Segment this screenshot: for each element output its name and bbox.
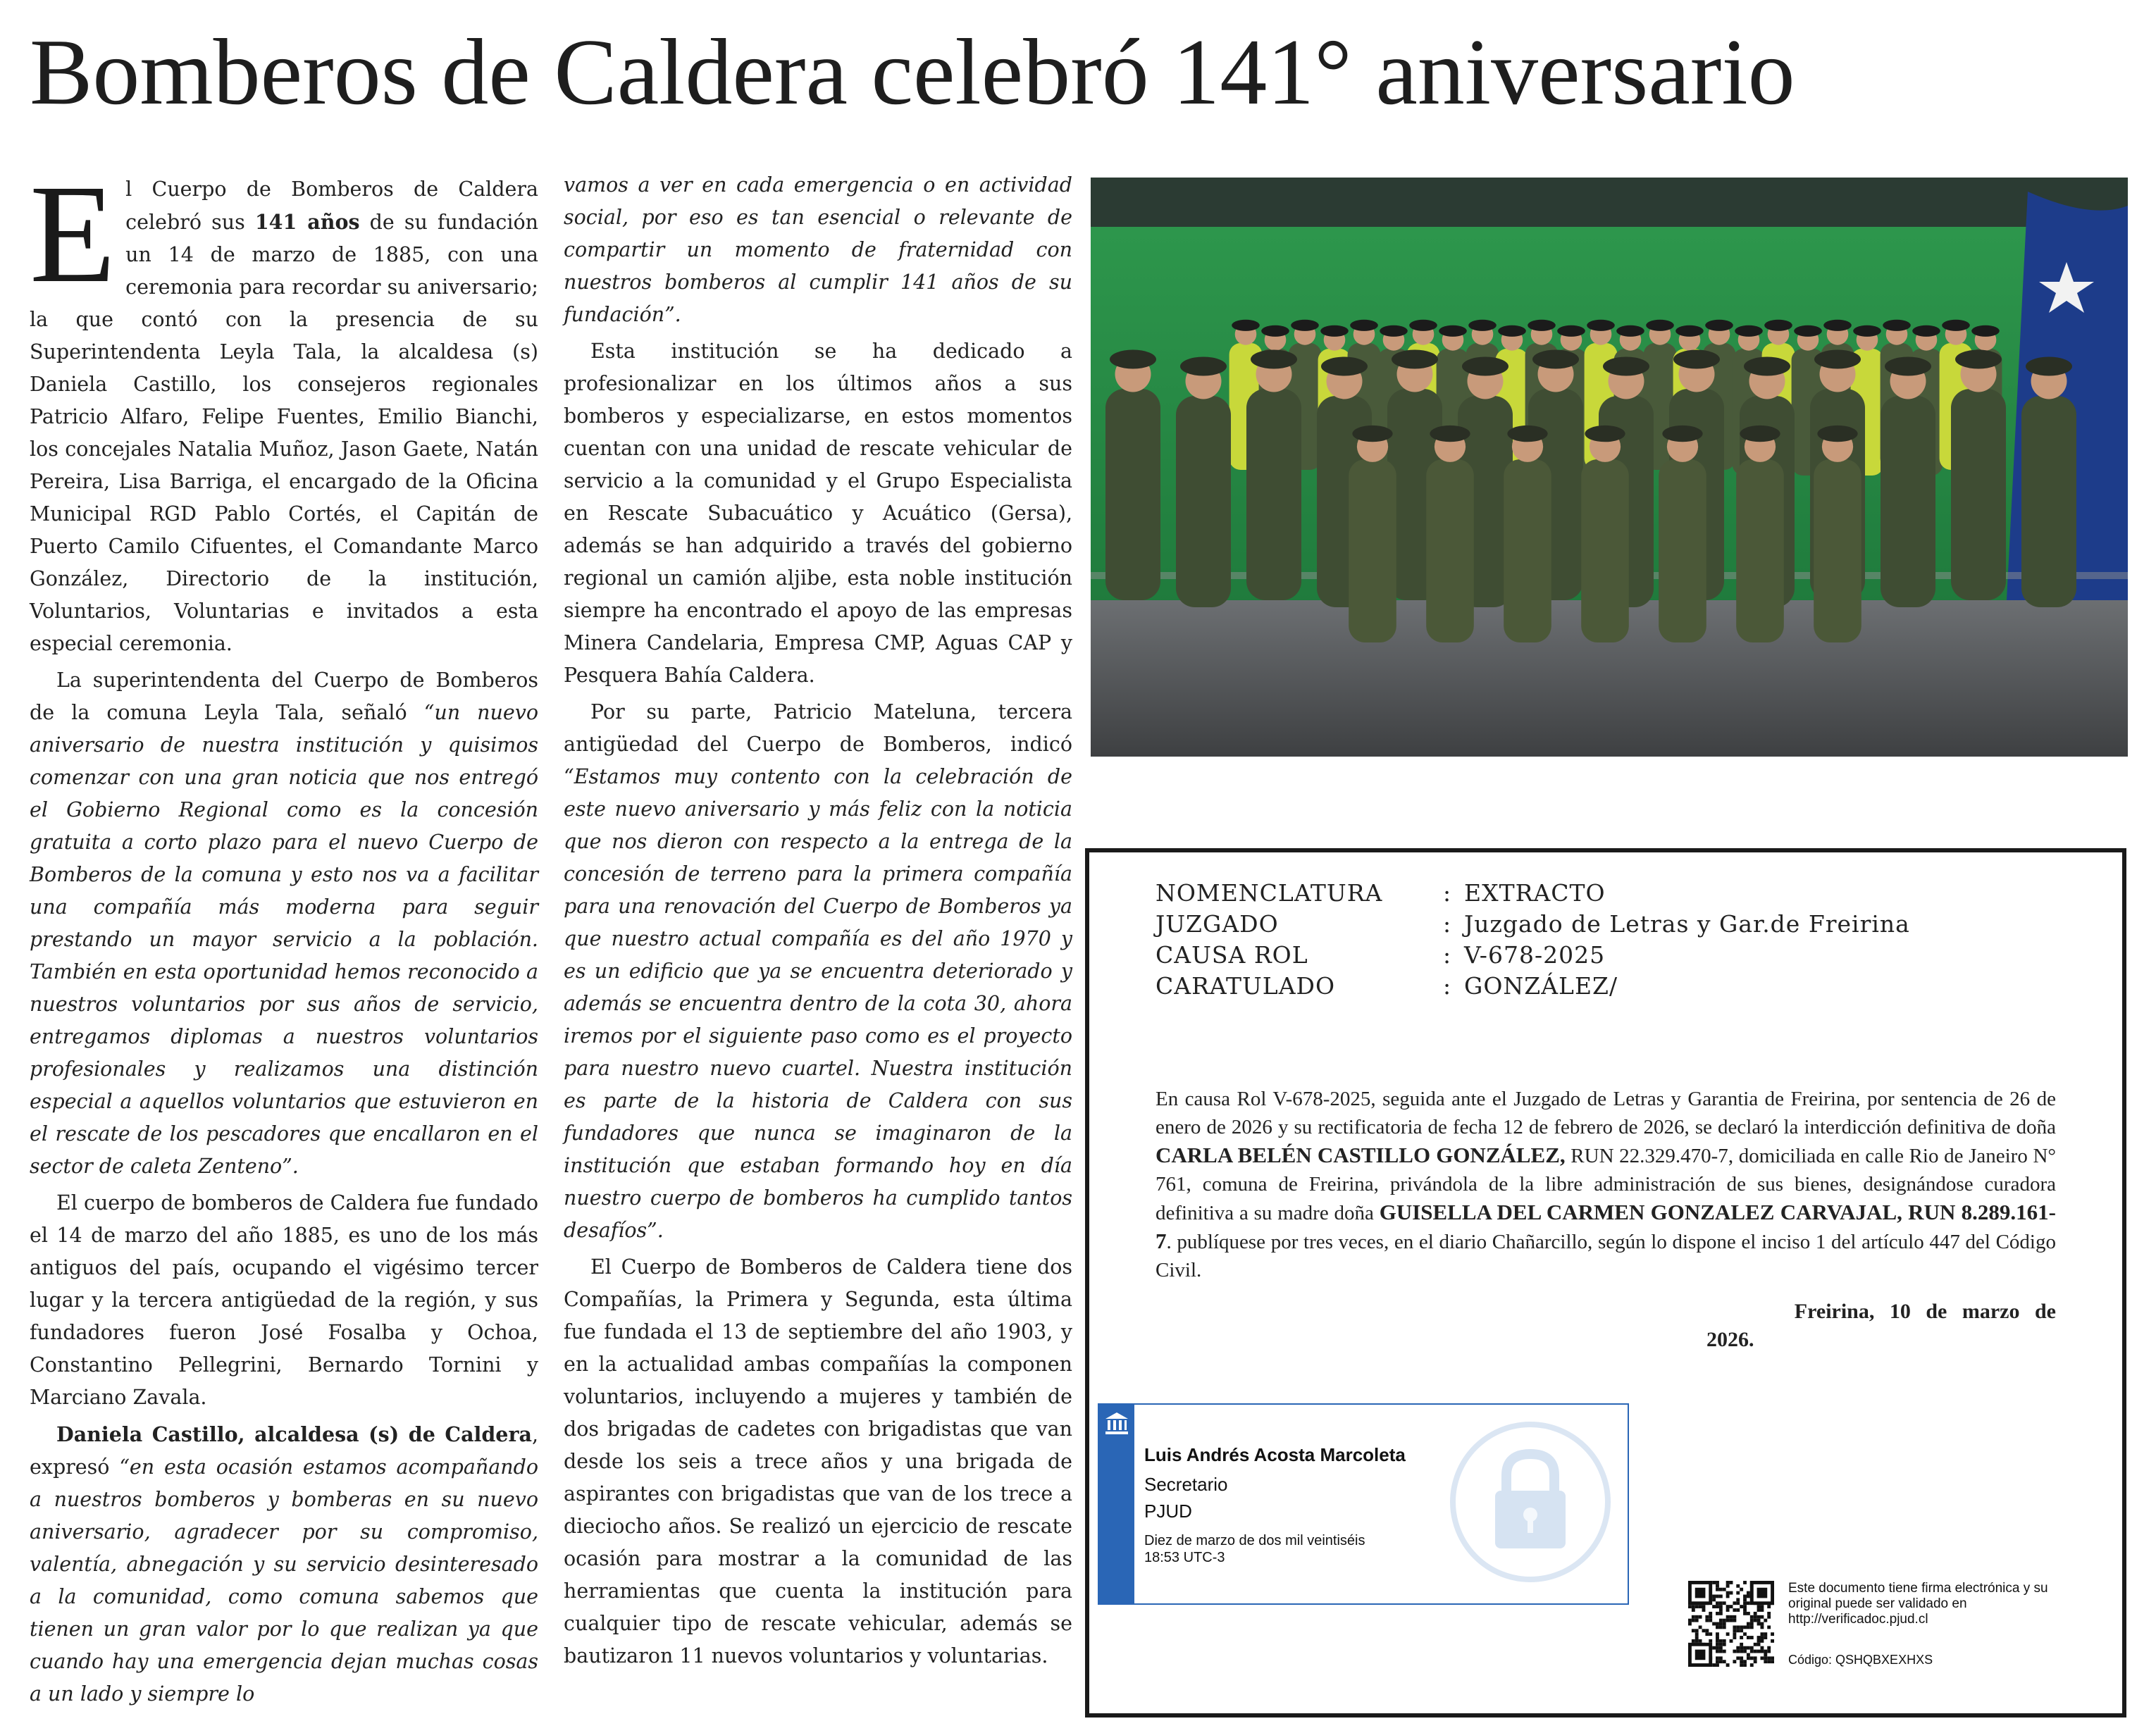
- group-photo: [1091, 178, 2128, 757]
- legal-notice: [1085, 848, 2126, 1718]
- article-column-2: [564, 169, 1072, 1677]
- qr-code-icon: [1688, 1581, 1774, 1667]
- verification-code: Código: QSHQBXEXHXS: [1788, 1653, 1933, 1667]
- article-paragraph: Daniela Castillo, alcaldesa (s) de Caldera, expresó “en esta ocasión estamos acompañando a nuestros bomberos y bomberas en su nuevo aniversario, agradecer por su compromiso, valentía, abnegación y su servicio desinteresado a la comunidad, como comuna sabemos que tienen un gran valor por lo que realizan ya que cuando hay una emergencia dejan muchas cosas a un lado y siempre lo: [30, 1422, 538, 1706]
- meta-row: CARATULADO : GONZÁLEZ/: [1156, 972, 1618, 1000]
- article-column-1: [30, 156, 539, 1715]
- signature-date: Diez de marzo de dos mil veintiséis: [1144, 1533, 1365, 1548]
- article-paragraph: El Cuerpo de Bomberos de Caldera tiene dos Compañías, la Primera y Segunda, esta última fue fundada el 13 de septiembre del año 1903, y en la actualidad ambas compañías la componen voluntarios, incluyendo a mujeres y también de dos brigadas de cadetes con brigadistas que van desde los seis a trece años y una brigada de aspirantes con brigadistas que van de los trece a dieciocho años. Se realizó un ejercicio de rescate ocasión para mostrar a la comunidad de las herramientas que cuenta la institución para cualquier tipo de rescate vehicular, además se bautizaron 11 nuevos voluntarios y voluntarias.: [564, 1255, 1072, 1667]
- signer-name: Luis Andrés Acosta Marcoleta: [1144, 1444, 1406, 1465]
- drop-cap: E: [30, 156, 116, 312]
- verification-text: Este documento tiene firma electrónica y su original puede ser validado en http://verificadoc.pjud.cl: [1788, 1581, 2048, 1627]
- place-date: Freirina, 10 de marzo de 2026.: [1706, 1300, 2056, 1351]
- meta-row: CAUSA ROL : V-678-2025: [1156, 941, 1606, 969]
- article-paragraph: El Cuerpo de Bomberos de Caldera celebró sus 141 años de su fundación un 14 de marzo de 1885, con una ceremonia para recordar su aniversario; la que contó con la presencia de su Superintendenta Leyla Tala, la alcaldesa (s) Daniela Castillo, los consejeros regionales Patricio Alfaro, Felipe Fuentes, Emilio Bianchi, los concejales Natalia Muñoz, Jason Gaete, Natán Pereira, Lisa Barriga, el encargado de la Oficina Municipal RGD Pablo Cortés, el Capitán de Puerto Camilo Cifuentes, el Comandante Marco González, Directorio de la institución, Voluntarios, Voluntarias e invitados a esta especial ceremonia.: [30, 156, 539, 655]
- article-paragraph: La superintendenta del Cuerpo de Bomberos de la comuna Leyla Tala, señaló “un nuevo aniversario de nuestra institución y quisimos comenzar con una gran noticia que nos entregó el Gobierno Regional como es la concesión gratuita a corto plazo para el nuevo Cuerpo de Bomberos de la comuna y esto nos va a facilitar una compañía más moderna para seguir prestando un mayor servicio a la población. También en esta oportunidad hemos reconocido a nuestros voluntarios por sus años de servicio, entregamos diplomas a nuestros voluntarios profesionales y realizamos una distinción especial a aquellos voluntarios que estuvieron en el rescate de los pescadores que encallaron en el sector de caleta Zenteno”.: [30, 669, 538, 1178]
- article-paragraph: El cuerpo de bomberos de Caldera fue fundado el 14 de marzo del año 1885, es uno de los más antiguos del país, ocupando el vigésimo tercer lugar y la tercera antigüedad de la región, y sus fundadores fueron José Fosalba y Ochoa, Constantino Pellegrini, Bernardo Tornini y Marciano Zavala.: [30, 1191, 539, 1409]
- article-paragraph: Esta institución se ha dedicado a profesionalizar en los últimos años a sus bomberos y especializarse, en estos momentos cuentan con una unidad de rescate vehicular de servicio a la comunidad y el Grupo Especialista en Rescate Subacuático y Acuático (Gersa), además se han adquirido a través del gobierno regional un camión aljibe, esta noble institución siempre ha encontrado el apoyo de las empresas Minera Candelaria, Empresa CMP, Aguas CAP y Pesquera Bahía Caldera.: [564, 340, 1072, 687]
- notice-body: En causa Rol V-678-2025, seguida ante el Juzgado de Letras y Garantia de Freirina, por sentencia de 26 de enero de 2026 y su rectificatoria de fecha 12 de febrero de 2026, se declaró la interdicción definitiva de doña CARLA BELÉN CASTILLO GONZÁLEZ, RUN 22.329.470-7, domiciliada en calle Rio de Janeiro N° 761, comuna de Freirina, privándola de la libre administración de sus bienes, designándose curadora definitiva a su madre doña GUISELLA DEL CARMEN GONZALEZ CARVAJAL, RUN 8.289.161-7. publíquese por tres veces, en el diario Chañarcillo, según lo dispone el inciso 1 del artículo 447 del Código Civil.: [1156, 1088, 2056, 1281]
- headline: Bomberos de Caldera celebró 141° aniversario: [30, 20, 1795, 124]
- electronic-signature: [1098, 1403, 1629, 1605]
- signature-time: 18:53 UTC-3: [1144, 1550, 1225, 1565]
- article-paragraph: vamos a ver en cada emergencia o en actividad social, por eso es tan esencial o relevante de compartir un momento de fraternidad con nuestros bomberos al cumplir 141 años de su fundación”.: [564, 173, 1072, 326]
- institution-icon: [1103, 1410, 1130, 1437]
- meta-row: JUZGADO : Juzgado de Letras y Gar.de Freirina: [1156, 910, 1910, 938]
- signer-org: PJUD: [1144, 1501, 1192, 1522]
- article-paragraph: Por su parte, Patricio Mateluna, tercera antigüedad del Cuerpo de Bomberos, indicó “Estamos muy contento con la celebración de este nuevo aniversario y más feliz con la noticia que nos dieron con respecto a la entrega de la concesión de terreno para la primera compañía para una renovación del Cuerpo de Bomberos ya que nuestro actual compañía es del año 1970 y es un edificio que ya se encuentra deteriorado y además se encuentra dentro de la cota 30, ahora iremos por el siguiente paso como es el proyecto para nuestro nuevo cuartel. Nuestra institución es parte de la historia de Caldera con sus fundadores que nunca se imaginaron de la institución que estaban formando hoy en día nuestro cuerpo de bomberos ha cumplido tantos desafíos”.: [564, 700, 1072, 1242]
- signer-role: Secretario: [1144, 1474, 1228, 1495]
- notice-meta: [1156, 878, 1910, 1002]
- lock-icon: [1447, 1419, 1613, 1585]
- meta-row: NOMENCLATURA : EXTRACTO: [1156, 879, 1606, 907]
